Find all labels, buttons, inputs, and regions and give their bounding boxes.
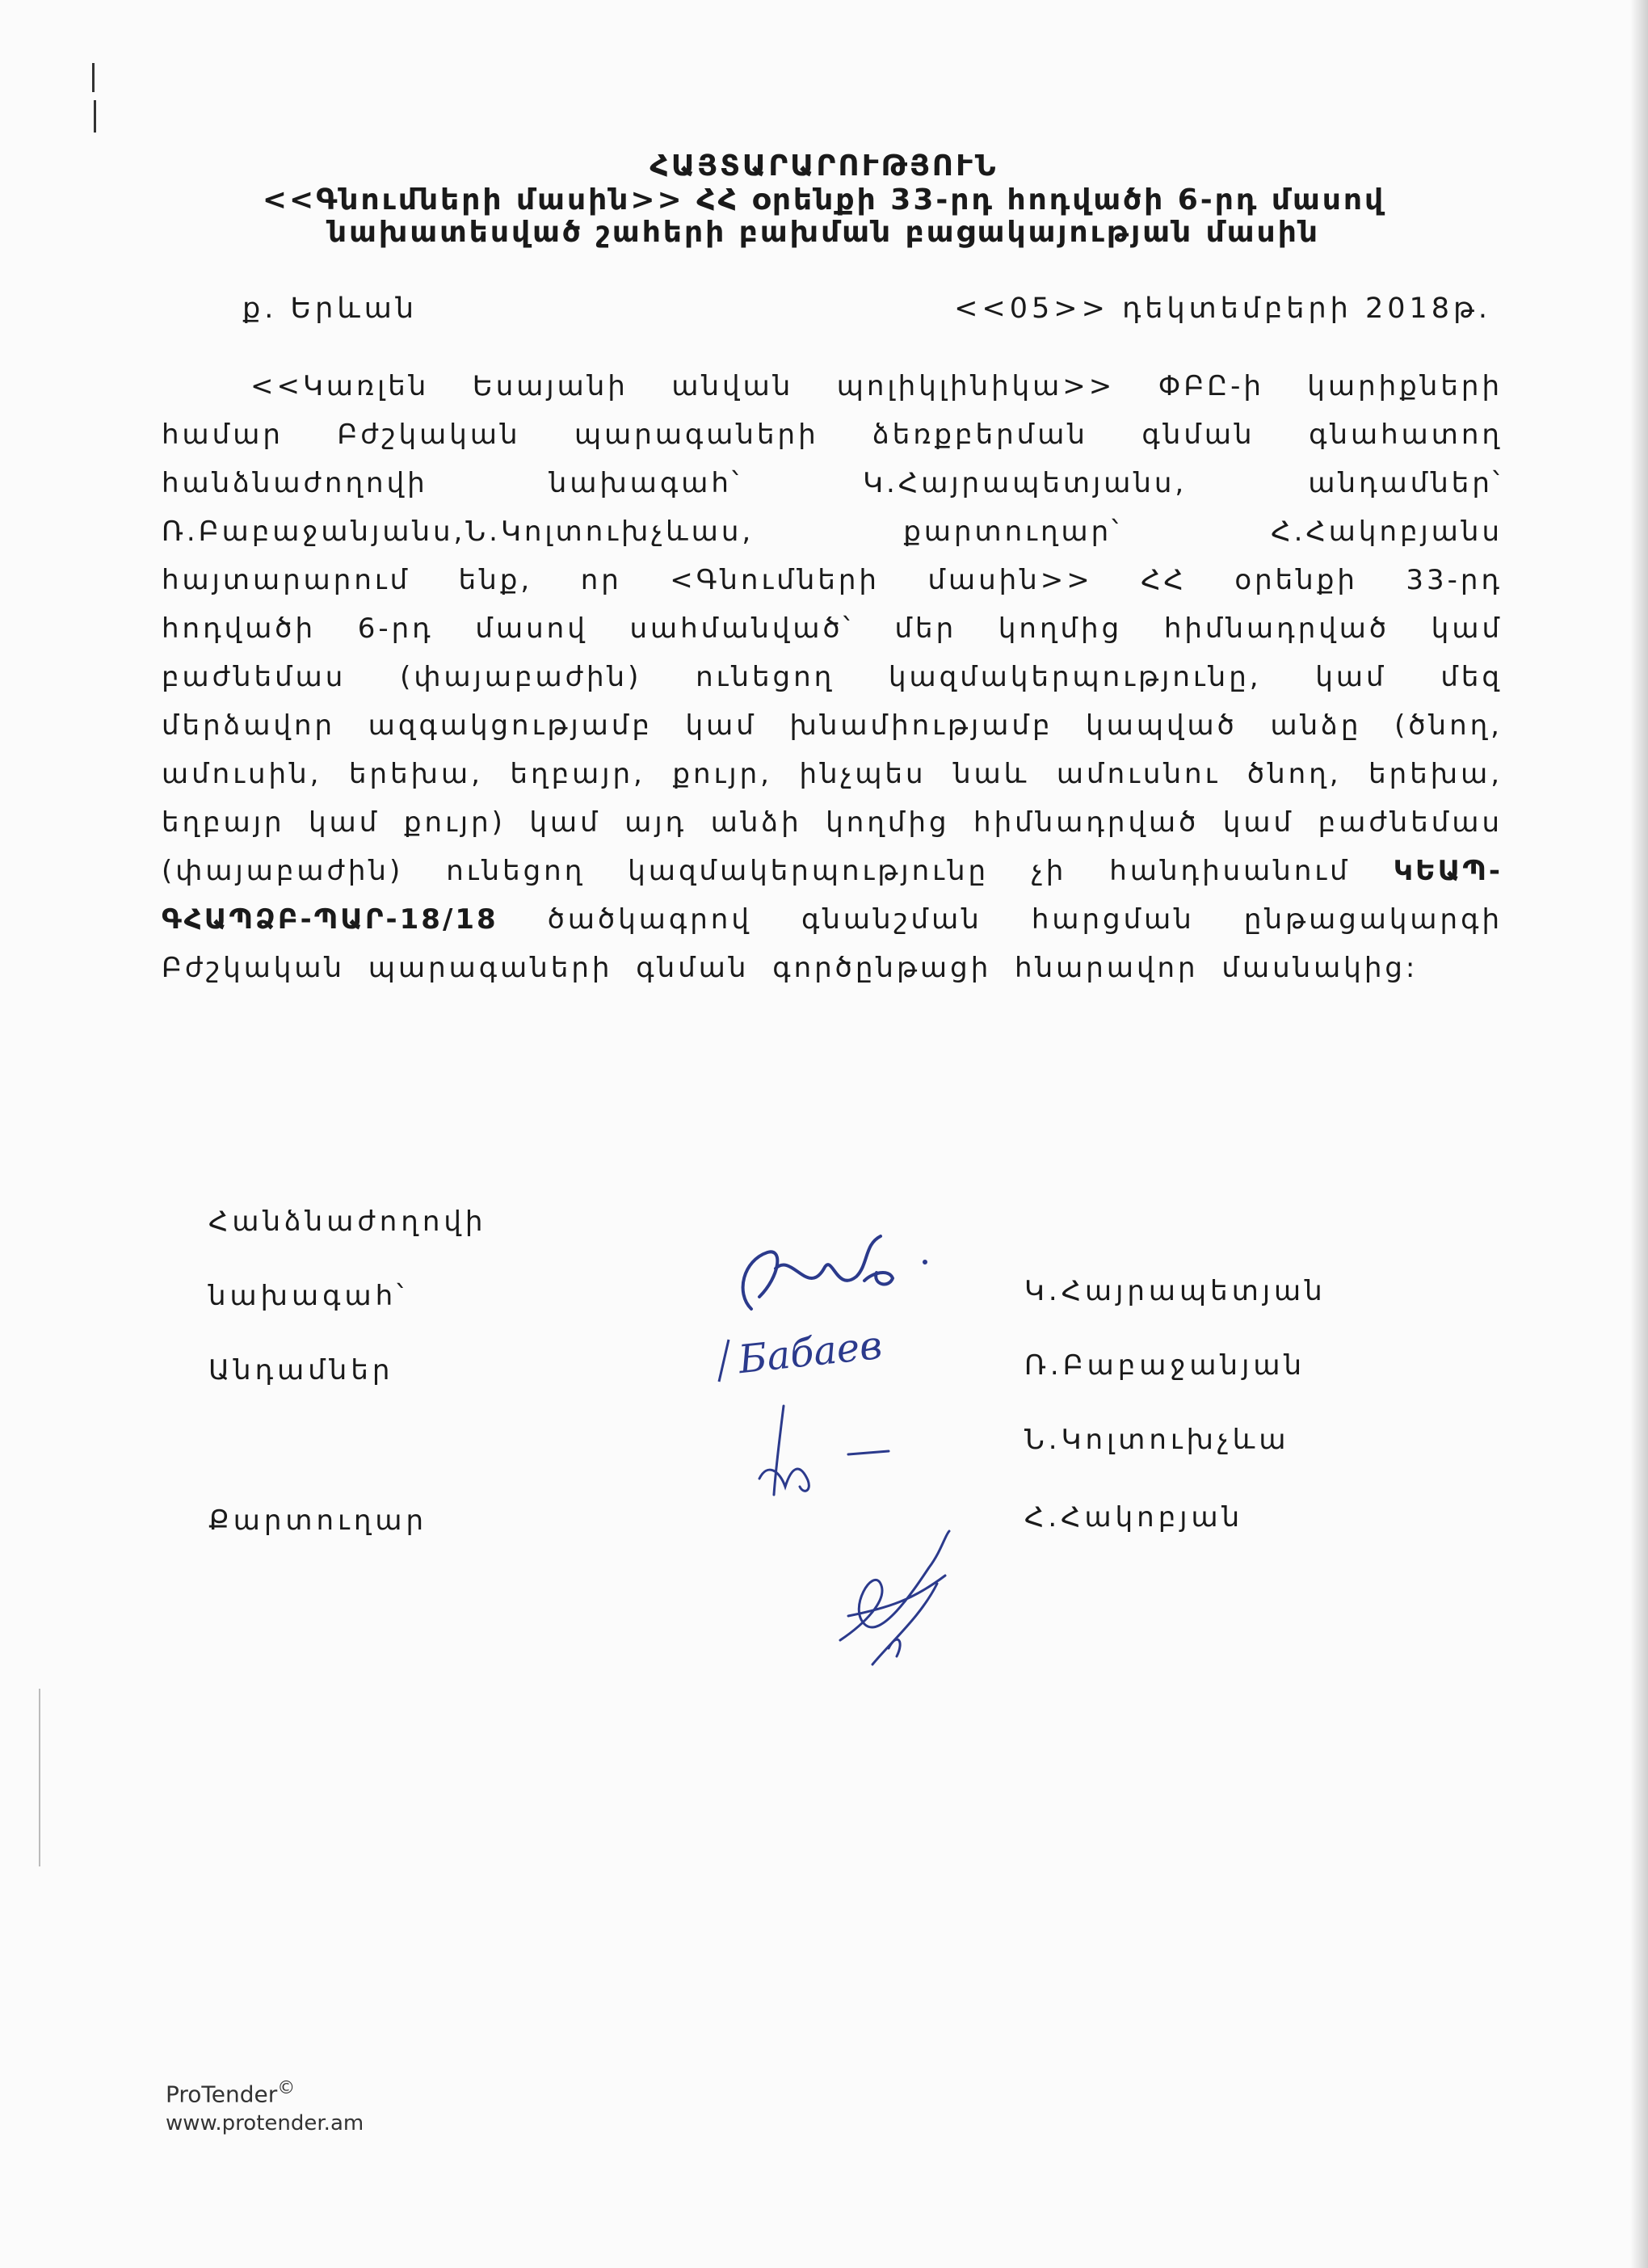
scan-artifact-mark [39, 1689, 40, 1866]
members-label: Անդամներ [208, 1354, 394, 1386]
footer-brand [166, 2078, 295, 2107]
ink-stroke [759, 1406, 889, 1495]
declaration-paragraph [162, 362, 1503, 992]
declaration-body [162, 362, 1503, 992]
secretary-label: Քարտուղար [208, 1504, 428, 1537]
chair-label: նախագահ՝ [208, 1280, 408, 1312]
ink-dot [923, 1260, 927, 1264]
scan-artifact-mark [92, 63, 95, 92]
scan-artifact-mark [94, 100, 96, 133]
document-title: ՀԱՅՏԱՐԱՐՈՒԹՅՈՒՆ [650, 149, 998, 183]
member-1-signature-scribble: Бабаев [736, 1322, 885, 1383]
chair-signature-icon [703, 1220, 961, 1333]
footer-url: www.protender.am [166, 2111, 364, 2135]
member-2-name: Ն.Կոլտուխչևա [1024, 1424, 1290, 1456]
secretary-signature-icon [816, 1519, 977, 1689]
document-subtitle-line-1: <<Գնումների մասին>> ՀՀ օրենքի 33-րդ հոդվածի 6-րդ մասով [262, 183, 1386, 217]
secretary-name: Հ.Հակոբյան [1024, 1501, 1244, 1534]
ink-stroke [719, 1340, 729, 1382]
scan-edge-shadow [1630, 0, 1648, 2268]
footer-brand-name: ProTender [166, 2081, 278, 2108]
declaration-text-start: <<Կառլեն Եսայանի անվան պոլիկլինիկա>> ՓԲԸ-ի կարիքների համար Բժշկական պարագաների ձեռքբերման գնման գնահատող հանձնաժողովի նախագահ՝ Կ.Հայրապետյանս, անդամներ՝ Ռ.Բաբաջանյանս,Ն.Կոլտուխչևաս, քարտուղար՝ Հ.Հակոբյանս հայտարարում ենք, որ <Գնումների մասին>> ՀՀ օրենքի 33-րդ հոդվածի 6-րդ մասով սահմանված՝ մեր կողմից հիմնադրված կամ բաժնեմաս (փայաբաժին) ունեցող կազմակերպությունը, կամ մեզ մերձավոր ազգակցությամբ կամ խնամիությամբ կապված անձը (ծնող, ամուսին, երեխա, եղբայր, քույր, ինչպես նաև ամուսնու ծնող, երեխա, եղբայր կամ քույր) կամ այդ անձի կողմից հիմնադրված կամ բաժնեմաս (փայաբաժին) ունեցող կազմակերպությունը չի հանդիսանում [162, 370, 1503, 887]
member-2-signature-icon [735, 1390, 921, 1511]
member-1-signature [703, 1322, 913, 1390]
copyright-icon: © [277, 2078, 296, 2098]
document-place: ք. Երևան [242, 292, 418, 325]
document-date: <<05>> դեկտեմբերի 2018թ. [954, 292, 1491, 325]
member-1-name: Ռ.Բաբաջանյան [1024, 1349, 1306, 1382]
ink-stroke [743, 1236, 893, 1309]
commission-label: Հանձնաժողովի [208, 1206, 487, 1238]
ink-stroke [840, 1531, 949, 1664]
chair-name: Կ.Հայրապետյան [1024, 1275, 1326, 1307]
procedure-code: ԿԵԱՊ-ԳՀԱՊՁԲ-ՊԱՐ-18/18 [162, 855, 1503, 936]
document-subtitle-line-2: նախատեսված շահերի բախման բացակայության մասին [328, 216, 1320, 249]
declaration-text-end: ծածկագրով գնանշման հարցման ընթացակարգի Բժշկական պարագաների գնման գործընթացի հնարավոր մասնակից: [162, 903, 1503, 984]
